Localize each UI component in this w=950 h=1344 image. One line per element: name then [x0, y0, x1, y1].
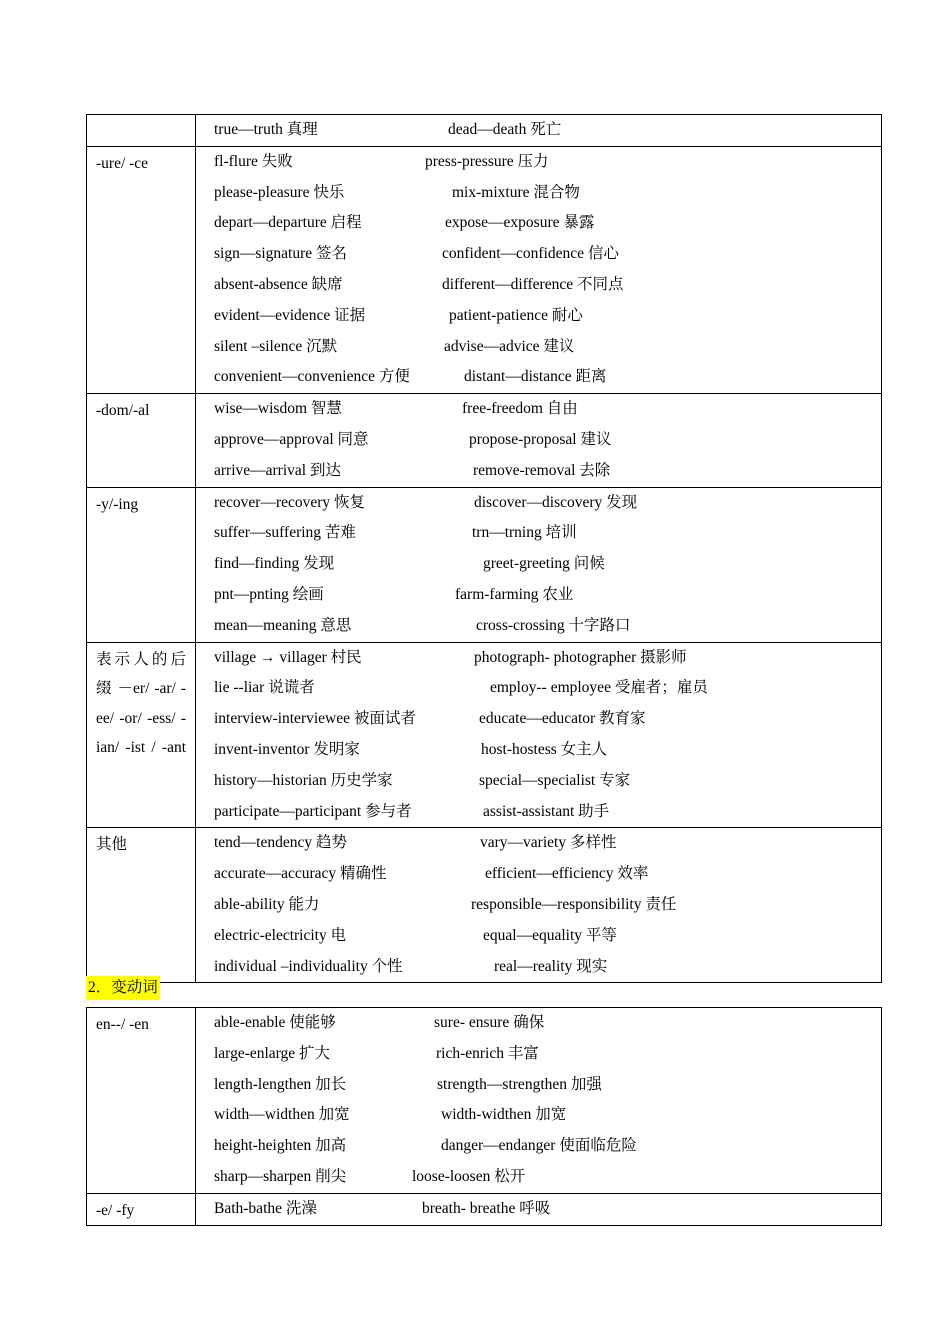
word-pair-line [204, 394, 881, 425]
suffix-label [87, 115, 196, 147]
verb-suffix-table [86, 1007, 882, 1226]
word-pair-left: absent-absence 缺席 [214, 275, 343, 293]
word-pairs-cell [196, 828, 882, 983]
table-row [87, 1193, 882, 1226]
word-pair-left: true—truth 真理 [214, 121, 318, 138]
word-pair-right: assist-assistant 助手 [483, 802, 610, 820]
word-pair-left: sign—signature 签名 [214, 245, 348, 263]
table-row [87, 115, 882, 147]
word-pairs-cell [196, 642, 882, 828]
noun-suffix-table [86, 114, 882, 983]
word-pair-right: equal—equality 平等 [483, 926, 617, 944]
word-pair-right: expose—exposure 暴露 [445, 214, 595, 232]
table-row [87, 487, 882, 642]
word-pair-left: pnt—pnting 绘画 [214, 585, 324, 603]
word-pair-left: interview-interviewee 被面试者 [214, 710, 416, 728]
word-pair-right: width-widthen 加宽 [441, 1106, 567, 1124]
word-pair-line [204, 270, 881, 301]
word-pair-right: confident—confidence 信心 [442, 245, 619, 263]
word-pair-right: press-pressure 压力 [425, 152, 549, 170]
suffix-label: -e/ -fy [87, 1193, 196, 1226]
word-pair-line [204, 1131, 881, 1162]
word-pair-line [204, 673, 881, 704]
word-pair-right: special—specialist 专家 [479, 771, 631, 789]
word-pair-right: dead—death 死亡 [448, 121, 562, 138]
word-pair-right: free-freedom 自由 [462, 400, 578, 418]
word-pair-left: history—historian 历史学家 [214, 771, 393, 789]
suffix-label: en--/ -en [87, 1008, 196, 1194]
word-pair-line [204, 952, 881, 983]
word-pair-line [204, 239, 881, 270]
suffix-label: 其他 [87, 828, 196, 983]
word-pair-line [204, 1008, 881, 1039]
word-pair-left: arrive—arrival 到达 [214, 461, 341, 479]
word-pair-line [204, 828, 881, 859]
word-pair-left: sharp—sharpen 削尖 [214, 1167, 347, 1185]
word-pair-left: approve—approval 同意 [214, 430, 369, 448]
table-row [87, 642, 882, 828]
word-pair-left: height-heighten 加高 [214, 1137, 347, 1155]
word-pair-line [204, 735, 881, 766]
suffix-label: -dom/-al [87, 394, 196, 487]
word-pair-left: accurate—accuracy 精确性 [214, 865, 387, 883]
word-pair-line [204, 580, 881, 611]
word-pair-right: strength—strengthen 加强 [437, 1075, 602, 1093]
word-pair-left: tend—tendency 趋势 [214, 834, 348, 852]
word-pair-left: lie --liar 说谎者 [214, 679, 315, 697]
word-pair-line [204, 332, 881, 363]
word-pair-left: evident—evidence 证据 [214, 306, 366, 324]
word-pair-line [204, 921, 881, 952]
word-pairs-cell [196, 115, 882, 147]
word-pair-right: employ-- employee 受雇者；雇员 [490, 679, 708, 697]
word-pairs-cell [196, 487, 882, 642]
word-pair-left: mean—meaning 意思 [214, 616, 352, 634]
word-pair-line [204, 301, 881, 332]
word-pair-left: able-ability 能力 [214, 895, 320, 913]
table-row [87, 828, 882, 983]
word-pair-line [204, 890, 881, 921]
word-pair-line [204, 115, 881, 146]
word-pair-line [204, 456, 881, 487]
suffix-label: -y/-ing [87, 487, 196, 642]
suffix-label: 表示人的后缀 －er/ -ar/ -ee/ -or/ -ess/ -ian/ -ist / -ant [87, 642, 196, 828]
table-row [87, 394, 882, 487]
word-pair-left: able-enable 使能够 [214, 1014, 336, 1031]
word-pair-left: individual –individuality 个性 [214, 957, 403, 975]
word-pair-right: efficient—efficiency 效率 [485, 865, 649, 883]
word-pair-right: advise—advice 建议 [444, 337, 575, 355]
word-pair-right: patient-patience 耐心 [449, 306, 583, 324]
word-pair-left: Bath-bathe 洗澡 [214, 1199, 317, 1217]
word-pair-left: wise—wisdom 智慧 [214, 400, 342, 418]
word-pair-left: recover—recovery 恢复 [214, 493, 366, 511]
word-pair-left: electric-electricity 电 [214, 926, 347, 944]
word-pair-right: cross-crossing 十字路口 [476, 616, 631, 634]
word-pair-line [204, 1100, 881, 1131]
word-pairs-cell [196, 1193, 882, 1226]
word-pairs-cell [196, 1008, 882, 1194]
word-pair-right: discover—discovery 发现 [474, 493, 638, 511]
word-pair-left: invent-inventor 发明家 [214, 740, 360, 758]
word-pair-line [204, 766, 881, 797]
word-pairs-cell [196, 146, 882, 393]
word-pair-left: length-lengthen 加长 [214, 1075, 347, 1093]
word-pair-line [204, 1162, 881, 1193]
word-pair-right: mix-mixture 混合物 [452, 183, 580, 201]
word-pair-line [204, 643, 881, 674]
word-pairs-cell [196, 394, 882, 487]
word-pair-right: propose-proposal 建议 [469, 430, 612, 448]
word-pair-right: distant—distance 距离 [464, 368, 607, 386]
word-pair-right: educate—educator 教育家 [479, 710, 646, 728]
word-pair-line [204, 1039, 881, 1070]
section-heading-verbs: 2．变动词 [86, 976, 160, 1000]
word-pair-line [204, 611, 881, 642]
word-pair-right: photograph- photographer 摄影师 [474, 648, 687, 666]
table-row [87, 1008, 882, 1194]
word-pair-left: village → villager 村民 [214, 648, 362, 666]
word-pair-right: responsible—responsibility 责任 [471, 895, 677, 913]
word-pair-right: trn—trning 培训 [472, 524, 577, 542]
word-pair-line [204, 425, 881, 456]
word-pair-right: real—reality 现实 [494, 957, 608, 975]
word-pair-right: greet-greeting 问候 [483, 555, 605, 573]
word-pair-line [204, 1194, 881, 1225]
word-pair-right: danger—endanger 使面临危险 [441, 1137, 637, 1155]
word-pair-right: sure- ensure 确保 [434, 1014, 545, 1031]
word-pair-left: silent –silence 沉默 [214, 337, 338, 355]
word-pair-left: fl-flure 失败 [214, 152, 293, 170]
word-pair-line [204, 1070, 881, 1101]
word-pair-left: find—finding 发现 [214, 555, 335, 573]
word-pair-line [204, 208, 881, 239]
word-pair-left: width—widthen 加宽 [214, 1106, 350, 1124]
word-pair-right: breath- breathe 呼吸 [422, 1199, 551, 1217]
table-row [87, 146, 882, 393]
word-pair-right: different—difference 不同点 [442, 275, 624, 293]
word-pair-line [204, 178, 881, 209]
suffix-label: -ure/ -ce [87, 146, 196, 393]
word-pair-line [204, 362, 881, 393]
word-pair-line [204, 147, 881, 178]
word-pair-left: large-enlarge 扩大 [214, 1044, 331, 1062]
word-pair-left: convenient—convenience 方便 [214, 368, 410, 386]
word-pair-left: participate—participant 参与者 [214, 802, 412, 820]
word-pair-right: remove-removal 去除 [473, 461, 611, 479]
word-pair-line [204, 704, 881, 735]
word-pair-line [204, 518, 881, 549]
word-pair-left: suffer—suffering 苦难 [214, 524, 356, 542]
word-pair-line [204, 488, 881, 519]
word-pair-line [204, 549, 881, 580]
word-pair-line [204, 797, 881, 828]
word-pair-left: depart—departure 启程 [214, 214, 362, 232]
word-pair-right: loose-loosen 松开 [412, 1167, 526, 1185]
word-pair-line [204, 859, 881, 890]
word-pair-right: farm-farming 农业 [455, 585, 574, 603]
word-pair-right: host-hostess 女主人 [481, 740, 608, 758]
word-pair-left: please-pleasure 快乐 [214, 183, 345, 201]
word-pair-right: rich-enrich 丰富 [436, 1044, 539, 1062]
word-pair-right: vary—variety 多样性 [480, 834, 617, 852]
